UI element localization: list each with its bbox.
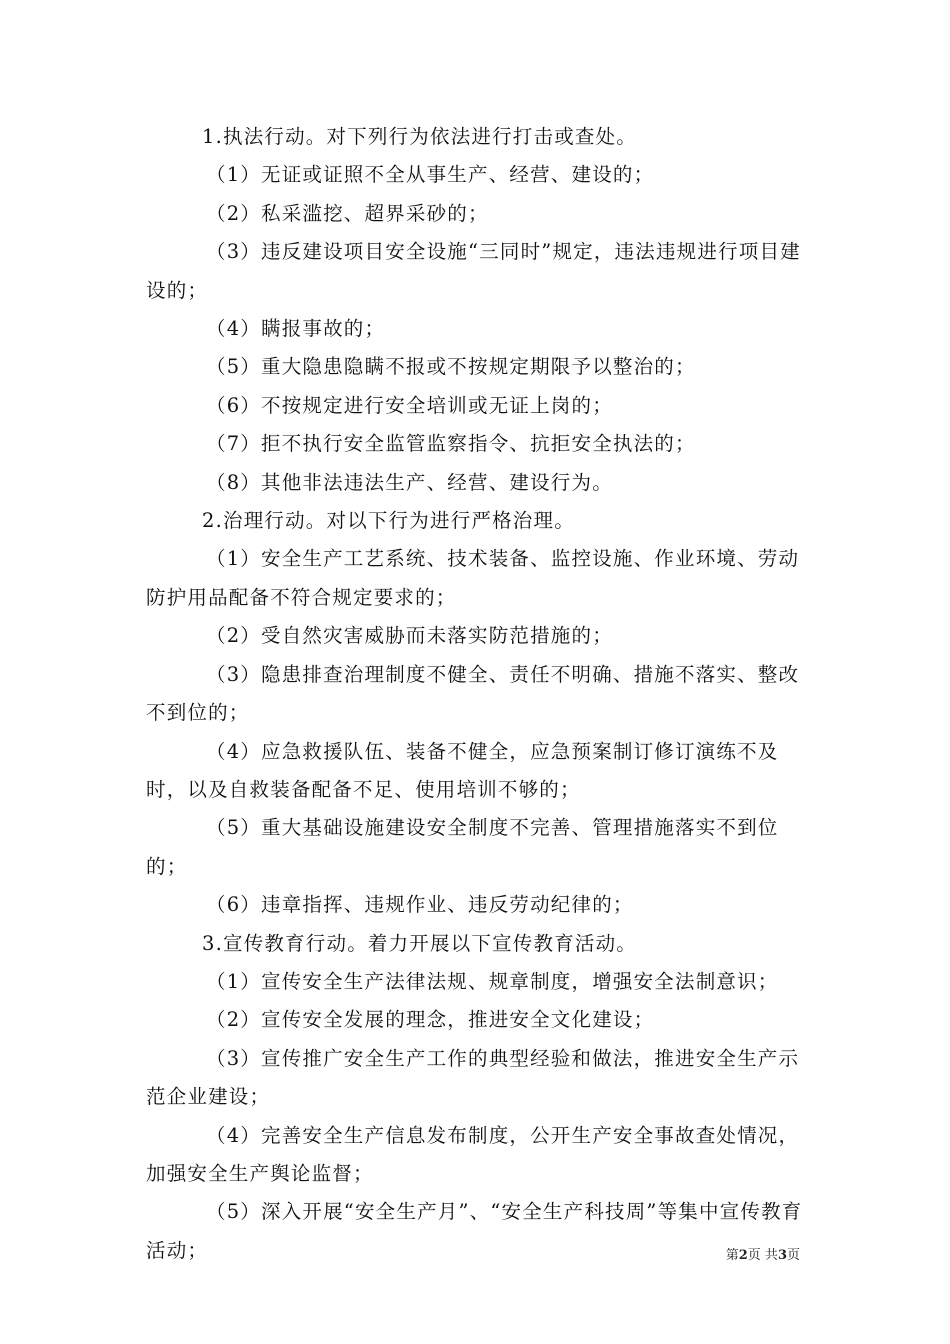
section-heading-education: 3.宣传教育行动。着力开展以下宣传教育活动。 xyxy=(202,931,638,955)
list-item: （1）无证或证照不全从事生产、经营、建设的； xyxy=(206,163,655,187)
list-item: （2）私采滥挖、超界采砂的； xyxy=(206,201,489,225)
list-item: （4）完善安全生产信息发布制度，公开生产安全事故查处情况，加强安全生产舆论监督； xyxy=(146,1123,800,1185)
list-item: （3）隐患排查治理制度不健全、责任不明确、措施不落实、整改不到位的； xyxy=(146,662,800,725)
footer-middle: 页 共 xyxy=(747,1248,778,1263)
list-item: （7）拒不执行安全监管监察指令、抗拒安全执法的； xyxy=(206,432,696,456)
section-heading-enforcement: 1.执法行动。对下列行为依法进行打击或查处。 xyxy=(202,125,638,148)
list-item: （6）违章指挥、违规作业、违反劳动纪律的； xyxy=(206,893,634,917)
list-item: （3）宣传推广安全生产工作的典型经验和做法，推进安全生产示范企业建设； xyxy=(146,1046,800,1109)
list-item: （1）宣传安全生产法律法规、规章制度，增强安全法制意识； xyxy=(206,969,779,993)
document-body xyxy=(146,118,806,1270)
footer-suffix: 页 xyxy=(786,1248,800,1263)
list-item: （4）瞒报事故的； xyxy=(206,317,386,341)
list-item: （6）不按规定进行安全培训或无证上岗的； xyxy=(206,393,613,417)
list-item: （3）违反建设项目安全设施“三同时”规定，违法违规进行项目建设的； xyxy=(146,240,801,302)
list-item: （5）重大隐患隐瞒不报或不按规定期限予以整治的； xyxy=(206,355,696,379)
footer-total-pages: 3 xyxy=(777,1248,787,1263)
list-item: （5）重大基础设施建设安全制度不完善、管理措施落实不到位的； xyxy=(146,816,779,878)
list-item: （2）宣传安全发展的理念，推进安全文化建设； xyxy=(206,1008,655,1032)
footer-current-page: 2 xyxy=(738,1248,748,1263)
list-item: （8）其他非法违法生产、经营、建设行为。 xyxy=(206,470,613,494)
list-item: （4）应急救援队伍、装备不健全，应急预案制订修订演练不及时，以及自救装备配备不足、使用培训不够的； xyxy=(146,739,779,801)
footer-prefix: 第 xyxy=(725,1248,739,1263)
list-item: （1）安全生产工艺系统、技术装备、监控设施、作业环境、劳动防护用品配备不符合规定要求的； xyxy=(146,547,800,609)
list-item: （2）受自然灾害威胁而未落实防范措施的； xyxy=(206,624,613,648)
page-number-footer xyxy=(726,1247,800,1265)
section-heading-governance: 2.治理行动。对以下行为进行严格治理。 xyxy=(202,509,575,533)
list-item: （5）深入开展“安全生产月”、“安全生产科技周”等集中宣传教育活动； xyxy=(146,1200,803,1262)
